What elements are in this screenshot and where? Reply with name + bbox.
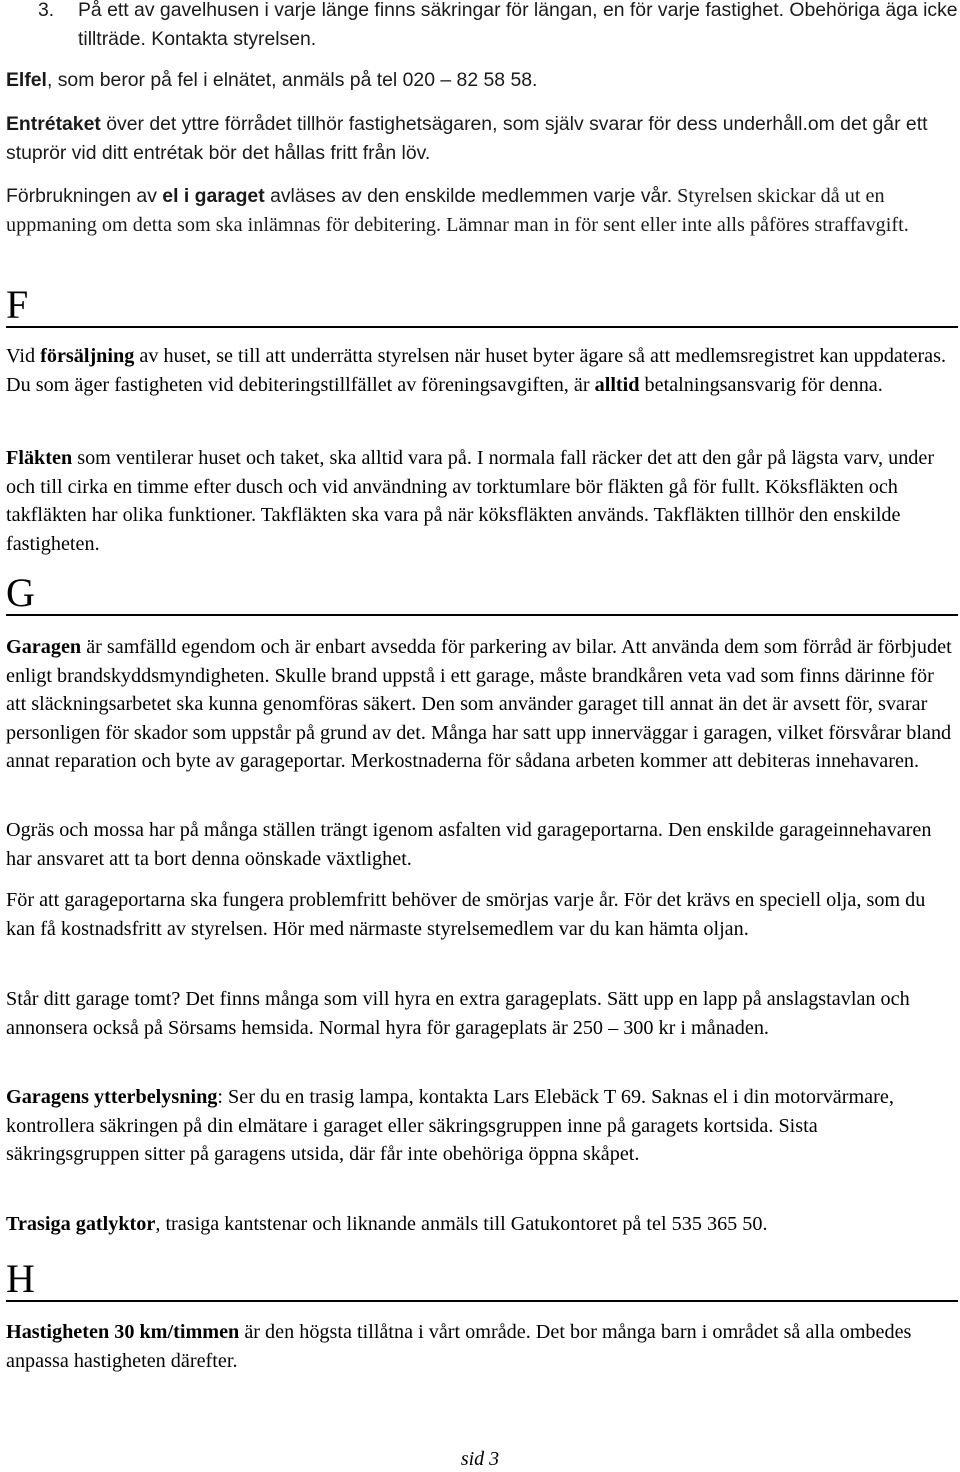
- term-garagen: Garagen: [6, 636, 82, 658]
- section-heading-f: F: [6, 282, 29, 327]
- term-elfel: Elfel: [6, 69, 47, 91]
- term-hastighet: Hastigheten 30 km/timmen: [6, 1321, 240, 1343]
- section-divider: [6, 1300, 958, 1302]
- paragraph-gatlyktor: Trasiga gatlyktor, trasiga kantstenar och liknande anmäls till Gatukontoret på tel 535 365 50.: [6, 1213, 768, 1235]
- section-heading-h: H: [6, 1256, 35, 1301]
- term-el-i-garaget: el i garaget: [162, 185, 265, 207]
- term-forsaljning: försäljning: [40, 345, 135, 367]
- paragraph-smorjas: För att garageportarna ska fungera problemfritt behöver de smörjas varje år. För det krävs en speciell olja, som du kan få kostnadsfritt av styrelsen. Hör med närmaste styrelsemedlem var du kan hämta oljan.: [6, 889, 926, 940]
- paragraph-tomt: Står ditt garage tomt? Det finns många som vill hyra en extra garageplats. Sätt upp en lapp på anslagstavlan och annonsera också på Sörsams hemsida. Normal hyra för garageplats är 250 – 300 kr i månaden.: [6, 988, 910, 1039]
- list-text: På ett av gavelhusen i varje länge finns säkringar för längan, en för varje fastighet. Obehöriga äga icke tillträde. Kontakta styrelsen.: [78, 0, 958, 50]
- term-gatlyktor: Trasiga gatlyktor: [6, 1213, 156, 1235]
- paragraph-ogras: Ogräs och mossa har på många ställen trängt igenom asfalten vid garageportarna. Den enskilde garageinnehavaren har ansvaret att ta bort denna oönskade växtlighet.: [6, 819, 932, 870]
- paragraph-elfel: Elfel, som beror på fel i elnätet, anmäls på tel 020 – 82 58 58.: [6, 69, 538, 91]
- term-flakten: Fläkten: [6, 447, 73, 469]
- term-ytterbelysning: Garagens ytterbelysning: [6, 1086, 218, 1108]
- term-entretak: Entrétaket: [6, 113, 101, 135]
- paragraph-forbrukning: Förbrukningen av el i garaget avläses av den enskilde medlemmen varje vår. Styrelsen skickar då ut en uppmaning om detta som ska inlämnas för debitering. Lämnar man in för sent eller inte alls påföres straffavgift.: [6, 185, 909, 236]
- paragraph-flakten: Fläkten som ventilerar huset och taket, ska alltid vara på. I normala fall räcker det att den går på lägsta varv, under och till cirka en timme efter dusch och vid användning av torktumlare bör fläkten gå för fullt. Köksfläkten och takfläkten har olika funktioner. Takfläkten ska vara på när köksfläkten används. Takfläkten tillhör den enskilde fastigheten.: [6, 447, 935, 555]
- section-heading-g: G: [6, 570, 35, 615]
- paragraph-forsaljning: Vid försäljning av huset, se till att underrätta styrelsen när huset byter ägare så att medlemsregistret kan uppdateras. Du som äger fastigheten vid debiteringstillfället av föreningsavgiften, är alltid betalningsansvarig för denna.: [6, 345, 947, 396]
- paragraph-hastighet: Hastigheten 30 km/timmen är den högsta tillåtna i vårt område. Det bor många barn i området så alla ombedes anpassa hastigheten därefter.: [6, 1321, 912, 1372]
- page-number: sid 3: [460, 1448, 500, 1470]
- section-divider: [6, 326, 958, 328]
- paragraph-entretak: Entrétaket över det yttre förrådet tillhör fastighetsägaren, som själv svarar för dess underhåll.om det går ett stuprör vid ditt entrétak bör det hållas fritt från löv.: [6, 113, 928, 164]
- paragraph-garagen: Garagen är samfälld egendom och är enbart avsedda för parkering av bilar. Att använda dem som förråd är förbjudet enligt brandskyddsmyndigheten. Skulle brand uppstå i ett garage, måste brandkåren veta vad som finns därinne för att släckningsarbetet ska kunna genomföras säkert. Den som använder garaget till annat än det är avsett för, svarar personligen för skador som uppstår på grund av det. Många har satt upp innerväggar i garagen, vilket försvårar bland annat reparation och byte av garageportar. Merkostnaderna för sådana arbeten kommer att debiteras innehavaren.: [6, 636, 952, 772]
- list-number: 3.: [38, 0, 55, 21]
- term-alltid: alltid: [594, 373, 640, 396]
- section-divider: [6, 614, 958, 616]
- paragraph-ytterbelysning: Garagens ytterbelysning: Ser du en trasig lampa, kontakta Lars Elebäck T 69. Saknas el i din motorvärmare, kontrollera säkringen på din elmätare i garaget eller säkringsgruppen inne på garagets kortsida. Sista säkringsgruppen sitter på garagens utsida, där får inte obehöriga öppna skåpet.: [6, 1086, 894, 1165]
